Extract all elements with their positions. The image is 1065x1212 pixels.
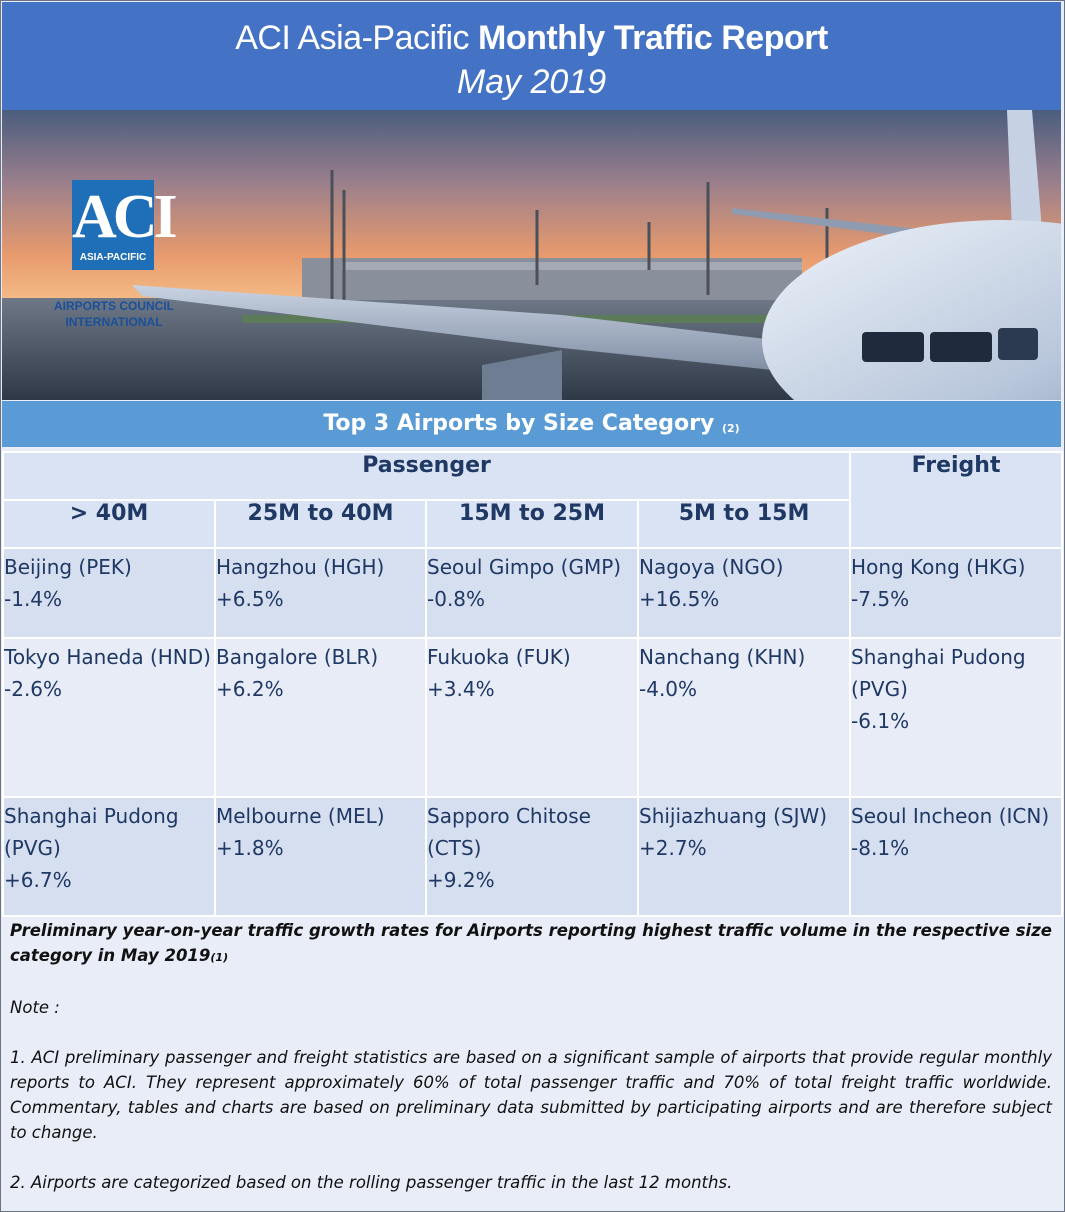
growth-rate: -2.6% (4, 677, 63, 701)
growth-rate: +3.4% (427, 677, 495, 701)
airport-name: Shijiazhuang (SJW) (639, 804, 828, 828)
table-cell (638, 797, 850, 916)
aci-logo (54, 180, 174, 340)
growth-rate: +1.8% (216, 836, 284, 860)
group-header-freight: Freight (850, 452, 1062, 548)
aci-logo-region: ASIA-PACIFIC (79, 252, 147, 263)
airport-name: Bangalore (BLR) (216, 645, 379, 669)
airport-name: Nagoya (NGO) (639, 555, 784, 579)
category-header: 15M to 25M (426, 500, 638, 548)
section-title-text: Top 3 Airports by Size Category (323, 411, 715, 436)
category-header: 5M to 15M (638, 500, 850, 548)
table-group-header-row (3, 452, 1062, 500)
growth-rate: -8.1% (851, 836, 910, 860)
growth-rate: +6.5% (216, 587, 284, 611)
table-cell (3, 797, 215, 916)
growth-rate: -4.0% (639, 677, 698, 701)
table-cell (3, 548, 215, 638)
airport-name: Hangzhou (HGH) (216, 555, 385, 579)
notes-label: Note : (10, 998, 60, 1017)
category-header: > 40M (3, 500, 215, 548)
airport-name: Beijing (PEK) (4, 555, 132, 579)
aci-logo-name-line1: AIRPORTS COUNCIL (54, 299, 174, 313)
airport-name: Shanghai Pudong (PVG) (4, 804, 179, 860)
top-airports-table (2, 451, 1063, 917)
table-cell (215, 548, 426, 638)
table-cell (215, 638, 426, 797)
aci-logo-mark: ACI (72, 183, 174, 251)
table-cell (426, 797, 638, 916)
report-title (2, 16, 1061, 60)
category-header: 25M to 40M (215, 500, 426, 548)
table-cell (426, 548, 638, 638)
notes-lead-text: Preliminary year-on-year traffic growth rates for Airports reporting highest traffic volume in the respective size category in May 2019 (10, 921, 1052, 965)
table-row (3, 548, 1062, 638)
aci-logo-name (54, 298, 174, 330)
growth-rate: +16.5% (639, 587, 720, 611)
report-subtitle: May 2019 (456, 63, 607, 101)
airport-name: Fukuoka (FUK) (427, 645, 571, 669)
table-cell (638, 548, 850, 638)
table-cell (850, 638, 1062, 797)
growth-rate: -1.4% (4, 587, 63, 611)
growth-rate: +6.2% (216, 677, 284, 701)
growth-rate: -0.8% (427, 587, 486, 611)
title-prefix: ACI Asia-Pacific (235, 19, 470, 57)
airport-name: Melbourne (MEL) (216, 804, 385, 828)
section-title-ref: (2) (721, 422, 740, 435)
growth-rate: +9.2% (427, 868, 495, 892)
airport-name: Nanchang (KHN) (639, 645, 806, 669)
notes-lead-ref: (1) (210, 951, 229, 964)
growth-rate: -6.1% (851, 709, 910, 733)
notes-lead (10, 918, 1052, 970)
hero-airport-photo (2, 110, 1061, 400)
table-cell (850, 548, 1062, 638)
airport-name: Seoul Incheon (ICN) (851, 804, 1050, 828)
table-cell (426, 638, 638, 797)
notes-section (10, 918, 1052, 1195)
note-1: 1. ACI preliminary passenger and freight statistics are based on a significant sample of airports that provide regular monthly reports to ACI. They represent approximately 60% of total passenger traffic and 70% of total freight traffic worldwide. Commentary, tables and charts are based on preliminary data submitted by participating airports and are therefore subject to change. (10, 1048, 1052, 1142)
airport-name: Hong Kong (HKG) (851, 555, 1026, 579)
table-row (3, 638, 1062, 797)
airport-name: Sapporo Chitose (CTS) (427, 804, 591, 860)
growth-rate: -7.5% (851, 587, 910, 611)
table-cell (3, 638, 215, 797)
section-title (2, 401, 1061, 447)
table-cell (850, 797, 1062, 916)
growth-rate: +6.7% (4, 868, 72, 892)
table-cell (215, 797, 426, 916)
airport-name: Seoul Gimpo (GMP) (427, 555, 622, 579)
title-bold: Monthly Traffic Report (478, 19, 828, 57)
table-cell (638, 638, 850, 797)
airport-name: Tokyo Haneda (HND) (4, 645, 211, 669)
table-row (3, 797, 1062, 916)
aci-logo-name-line2: INTERNATIONAL (65, 315, 163, 329)
group-header-passenger: Passenger (3, 452, 850, 500)
growth-rate: +2.7% (639, 836, 707, 860)
airport-name: Shanghai Pudong (PVG) (851, 645, 1026, 701)
note-2: 2. Airports are categorized based on the rolling passenger traffic in the last 12 months. (10, 1173, 733, 1192)
report-header (2, 2, 1061, 110)
